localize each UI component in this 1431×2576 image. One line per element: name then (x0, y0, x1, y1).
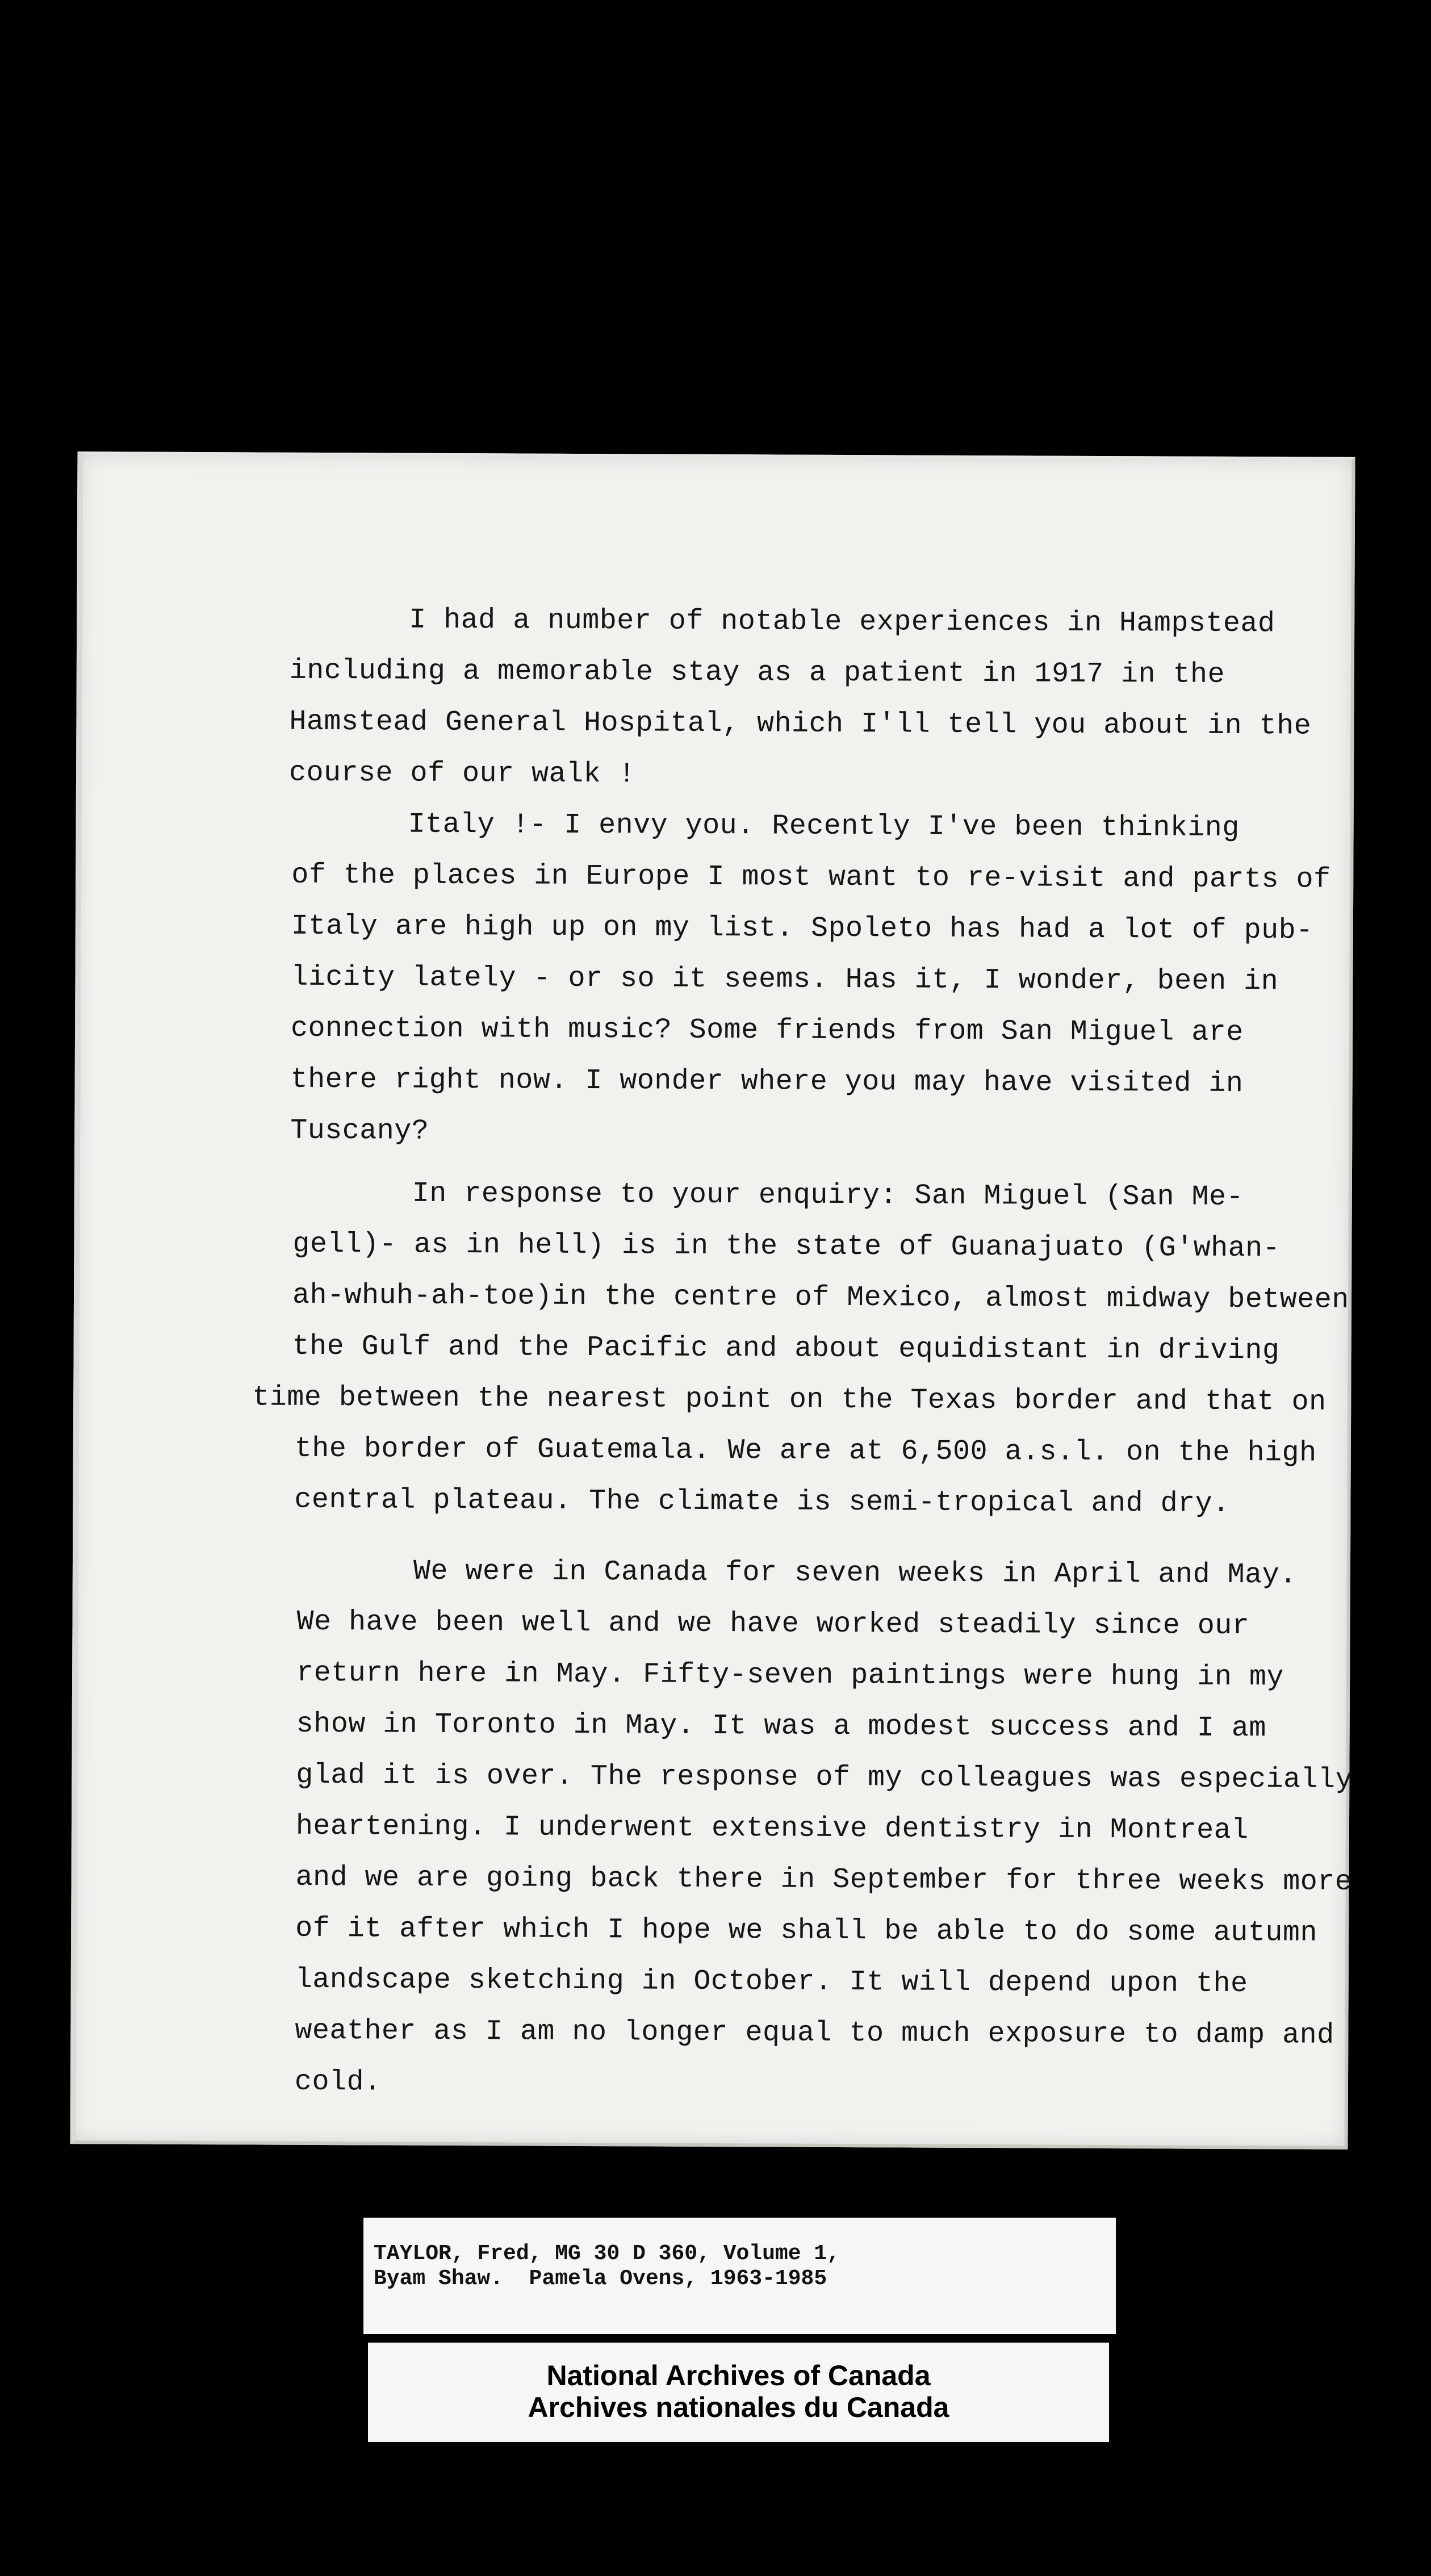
letter-body (70, 451, 1355, 2150)
reference-line-1: TAYLOR, Fred, MG 30 D 360, Volume 1, (374, 2242, 840, 2266)
letter-page (70, 451, 1355, 2150)
letter-line: course of our walk ! (288, 756, 636, 791)
archives-stamp (368, 2343, 1109, 2442)
letter-line: the border of Guatemala. We are at 6,500 a.s.l. on the high (294, 1432, 1317, 1470)
stamp-line-english: National Archives of Canada (546, 2360, 931, 2391)
stamp-line-french: Archives nationales du Canada (528, 2391, 949, 2423)
letter-line: glad it is over. The response of my colleagues was especially (296, 1759, 1353, 1796)
letter-line: including a memorable stay as a patient in 1917 in the (289, 654, 1225, 691)
letter-line: connection with music? Some friends from San Miguel are (290, 1012, 1244, 1049)
letter-line: of it after which I hope we shall be able to do some autumn (295, 1912, 1318, 1950)
letter-line: Tuscany? (290, 1114, 429, 1148)
letter-line: cold. (294, 2065, 382, 2099)
letter-line: show in Toronto in May. It was a modest success and I am (296, 1708, 1267, 1745)
letter-line: there right now. I wonder where you may have visited in (290, 1063, 1244, 1101)
letter-line: Italy !- I envy you. Recently I've been thinking (408, 808, 1240, 845)
letter-line: We have been well and we have worked steadily since our (296, 1605, 1250, 1643)
letter-line: the Gulf and the Pacific and about equidistant in driving (292, 1330, 1280, 1368)
letter-line: central plateau. The climate is semi-tropical and dry. (294, 1483, 1230, 1520)
letter-line: We were in Canada for seven weeks in April and May. (413, 1555, 1297, 1592)
letter-line: and we are going back there in September for three weeks more (295, 1861, 1353, 1898)
letter-line: landscape sketching in October. It will depend upon the (295, 1963, 1248, 2001)
letter-line: of the places in Europe I most want to re-visit and parts of (291, 859, 1331, 896)
letter-line: weather as I am no longer equal to much exposure to damp and (295, 2014, 1334, 2052)
reference-line-2: Byam Shaw. Pamela Ovens, 1963-1985 (374, 2266, 827, 2291)
letter-line: licity lately - or so it seems. Has it, I wonder, been in (291, 961, 1279, 998)
letter-line: Italy are high up on my list. Spoleto has had a lot of pub- (291, 910, 1313, 947)
archive-reference-label (363, 2218, 1116, 2334)
letter-line: Hamstead General Hospital, which I'll tell you about in the (289, 705, 1312, 743)
letter-line: return here in May. Fifty-seven paintings were hung in my (296, 1657, 1284, 1694)
letter-line: In response to your enquiry: San Miguel (San Me- (412, 1177, 1244, 1214)
letter-line: heartening. I underwent extensive dentistry in Montreal (295, 1810, 1249, 1847)
letter-line: I had a number of notable experiences in Hampstead (409, 604, 1275, 641)
letter-line: ah-whuh-ah-toe)in the centre of Mexico, almost midway between (292, 1279, 1349, 1316)
letter-line: time between the nearest point on the Texas border and that on (252, 1381, 1327, 1419)
letter-line: gell)- as in hell) is in the state of Guanajuato (G'whan- (292, 1228, 1281, 1265)
